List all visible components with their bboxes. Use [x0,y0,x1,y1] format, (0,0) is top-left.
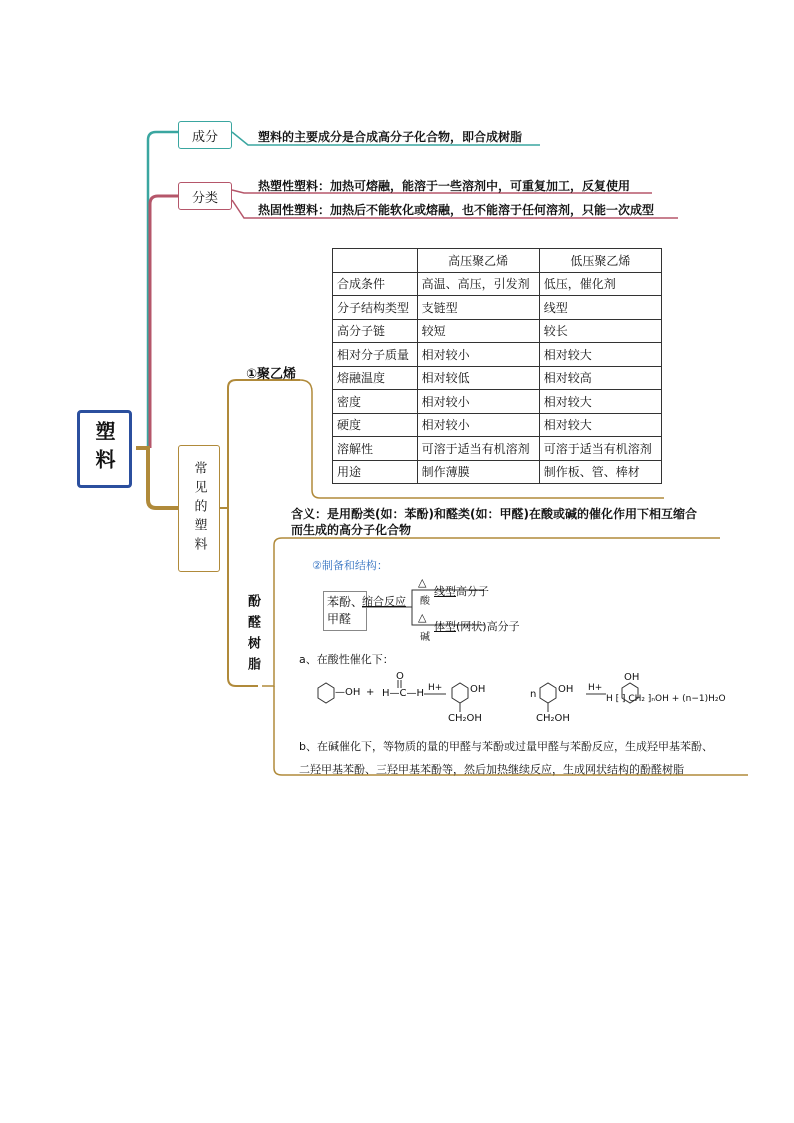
table-cell: 密度 [333,390,418,414]
phenolic-meaning-line2: 而生成的高分子化合物 [291,523,412,537]
table-row [333,343,662,367]
table-cell: 线型 [539,296,661,320]
table-row [333,413,662,437]
table-row [333,437,662,461]
reactants-box [323,591,367,631]
table-cell: 相对较小 [417,390,539,414]
table-cell: 相对较小 [417,343,539,367]
eq-polymer-product: H ⁅ ⁆ CH₂ ⁆ₙOH + (n−1)H₂O [606,694,726,704]
product-linear-rest: 高分子 [456,585,489,598]
reaction-type: 缩合反应 [362,595,406,608]
table-cell: 相对较大 [539,413,661,437]
base-catalysis-line2: 二羟甲基苯酚、三羟甲基苯酚等，然后加热继续反应，生成网状结构的酚醛树脂 [299,763,684,776]
table-cell: 支链型 [417,296,539,320]
table-cell: 相对较低 [417,366,539,390]
root-node: 塑料 [77,410,132,488]
reactant-phenol: 苯酚、 [327,595,364,609]
table-cell: 相对较高 [539,366,661,390]
eq-phenol-oh: —OH [335,687,361,698]
polyethylene-table [332,248,662,484]
phenolic-meaning-line1: 含义：是用酚类(如：苯酚)和醛类(如：甲醛)在酸或碱的催化作用下相互缩合 [291,507,697,521]
eq-polymer-oh: OH [624,672,640,683]
condition-acid: 酸 [420,596,430,607]
branch-classification: 分类 [178,182,232,210]
condition-base: 碱 [420,632,430,643]
table-header: 高压聚乙烯 [417,249,539,273]
table-cell: 相对较大 [539,390,661,414]
table-header [333,249,418,273]
table-cell: 溶解性 [333,437,418,461]
table-cell: 用途 [333,460,418,484]
table-row [333,272,662,296]
reactant-formaldehyde: 甲醛 [327,612,352,626]
product-network [434,618,520,634]
eq-h-plus-2: H+ [588,683,603,693]
eq-mid-oh: OH [558,684,574,695]
table-row [333,390,662,414]
heat-symbol-base: △ [418,611,427,624]
eq-plus: + [366,687,375,698]
eq-product-oh: OH [470,684,486,695]
eq-h-plus-1: H+ [428,683,443,693]
table-cell: 较长 [539,319,661,343]
eq-mid-ch2oh: CH₂OH [536,713,570,724]
eq-product-ch2oh: CH₂OH [448,713,482,724]
classification-item-thermoset: 热固性塑料：加热后不能软化或熔融，也不能溶于任何溶剂，只能一次成型 [258,203,655,217]
table-header: 低压聚乙烯 [539,249,661,273]
table-row [333,296,662,320]
table-cell: 较短 [417,319,539,343]
table-row [333,366,662,390]
table-cell: 高温、高压，引发剂 [417,272,539,296]
table-cell: 相对分子质量 [333,343,418,367]
table-cell: 可溶于适当有机溶剂 [417,437,539,461]
eq-aldehyde-o: O [396,671,404,682]
heat-symbol-acid: △ [418,576,427,589]
table-cell: 可溶于适当有机溶剂 [539,437,661,461]
table-cell: 硬度 [333,413,418,437]
product-network-underlined: 体型 [434,620,456,633]
table-cell: 相对较小 [417,413,539,437]
product-linear [434,583,489,599]
polyethylene-label: ①聚乙烯 [246,367,297,382]
classification-item-thermoplastic: 热塑性塑料：加热可熔融，能溶于一些溶剂中，可重复加工，反复使用 [258,179,631,193]
prep-title: ②制备和结构： [312,559,388,572]
eq-aldehyde: H—C—H [382,688,425,699]
table-row [333,319,662,343]
table-row [333,460,662,484]
table-header-row [333,249,662,273]
branch-common-plastics: 常见的塑料 [178,445,220,572]
table-cell: 相对较大 [539,343,661,367]
branch-composition: 成分 [178,121,232,149]
base-catalysis-line1: b、在碱催化下，等物质的量的甲醛与苯酚或过量甲醛与苯酚反应，生成羟甲基苯酚、 [299,740,713,753]
table-cell: 高分子链 [333,319,418,343]
phenolic-resin-label: 酚醛树脂 [245,594,260,678]
composition-text: 塑料的主要成分是合成高分子化合物，即合成树脂 [258,130,523,144]
eq-n: n [530,689,537,700]
table-cell: 制作薄膜 [417,460,539,484]
table-cell: 熔融温度 [333,366,418,390]
table-cell: 分子结构类型 [333,296,418,320]
acid-catalysis-title: a、在酸性催化下： [299,653,394,666]
table-cell: 制作板、管、棒材 [539,460,661,484]
table-cell: 合成条件 [333,272,418,296]
table-cell: 低压，催化剂 [539,272,661,296]
product-linear-underlined: 线型 [434,585,456,598]
product-network-rest: (网状)高分子 [456,620,520,633]
